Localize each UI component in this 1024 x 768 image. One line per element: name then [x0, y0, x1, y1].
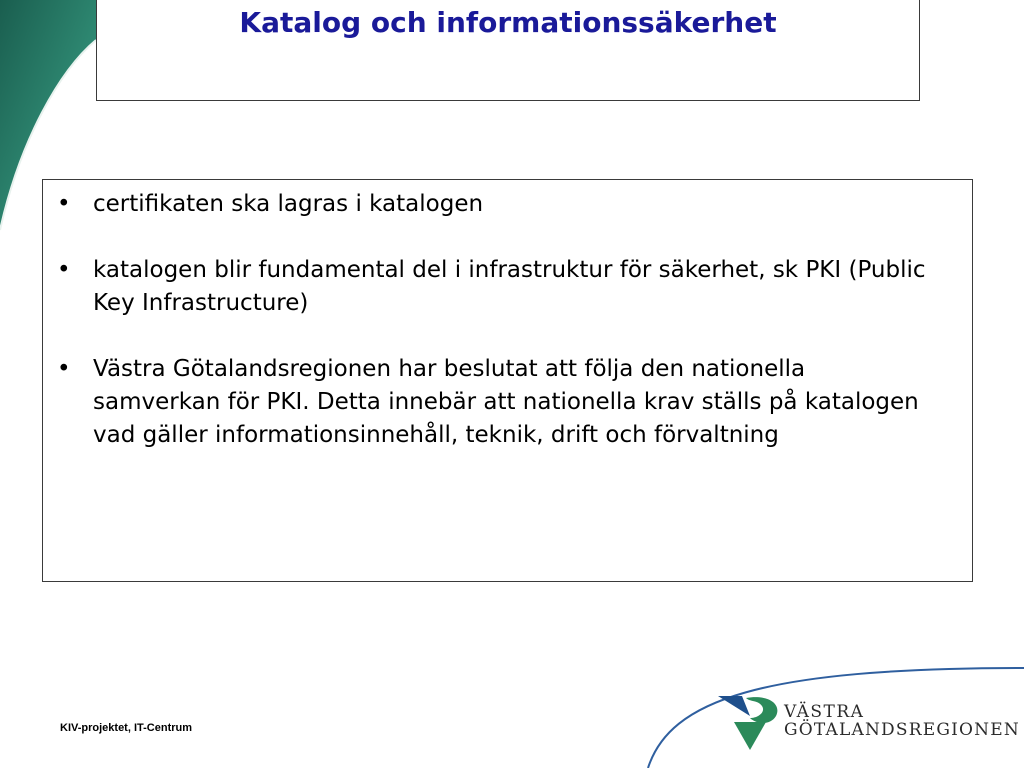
bullet-text: katalogen blir fundamental del i infrastruktur för säkerhet, sk PKI (Public Key Infrastructure) — [93, 257, 926, 316]
slide-title: Katalog och informationssäkerhet — [239, 6, 777, 39]
logo-text-line2: GÖTALANDSREGIONEN — [784, 720, 1020, 740]
bullet-item — [53, 188, 933, 221]
bullet-marker: • — [57, 257, 71, 283]
bullet-item — [53, 353, 933, 452]
content-box — [42, 179, 973, 582]
bullet-text: certifikaten ska lagras i katalogen — [93, 191, 484, 217]
organization-logo — [716, 694, 1020, 754]
bullet-marker: • — [57, 191, 71, 217]
bullet-marker: • — [57, 356, 71, 382]
bullet-list — [53, 188, 933, 485]
footer-text: KIV-projektet, IT-Centrum — [60, 722, 193, 734]
bullet-text: Västra Götalandsregionen har beslutat att följa den nationella samverkan för PKI. Detta innebär att nationella krav ställs på katalogen vad gäller informationsinnehåll, teknik, drift och förvaltning — [93, 356, 919, 448]
title-box — [96, 0, 920, 101]
logo-emblem-icon — [716, 694, 784, 752]
logo-text-line1: VÄSTRA — [784, 702, 865, 722]
bullet-item — [53, 254, 933, 320]
